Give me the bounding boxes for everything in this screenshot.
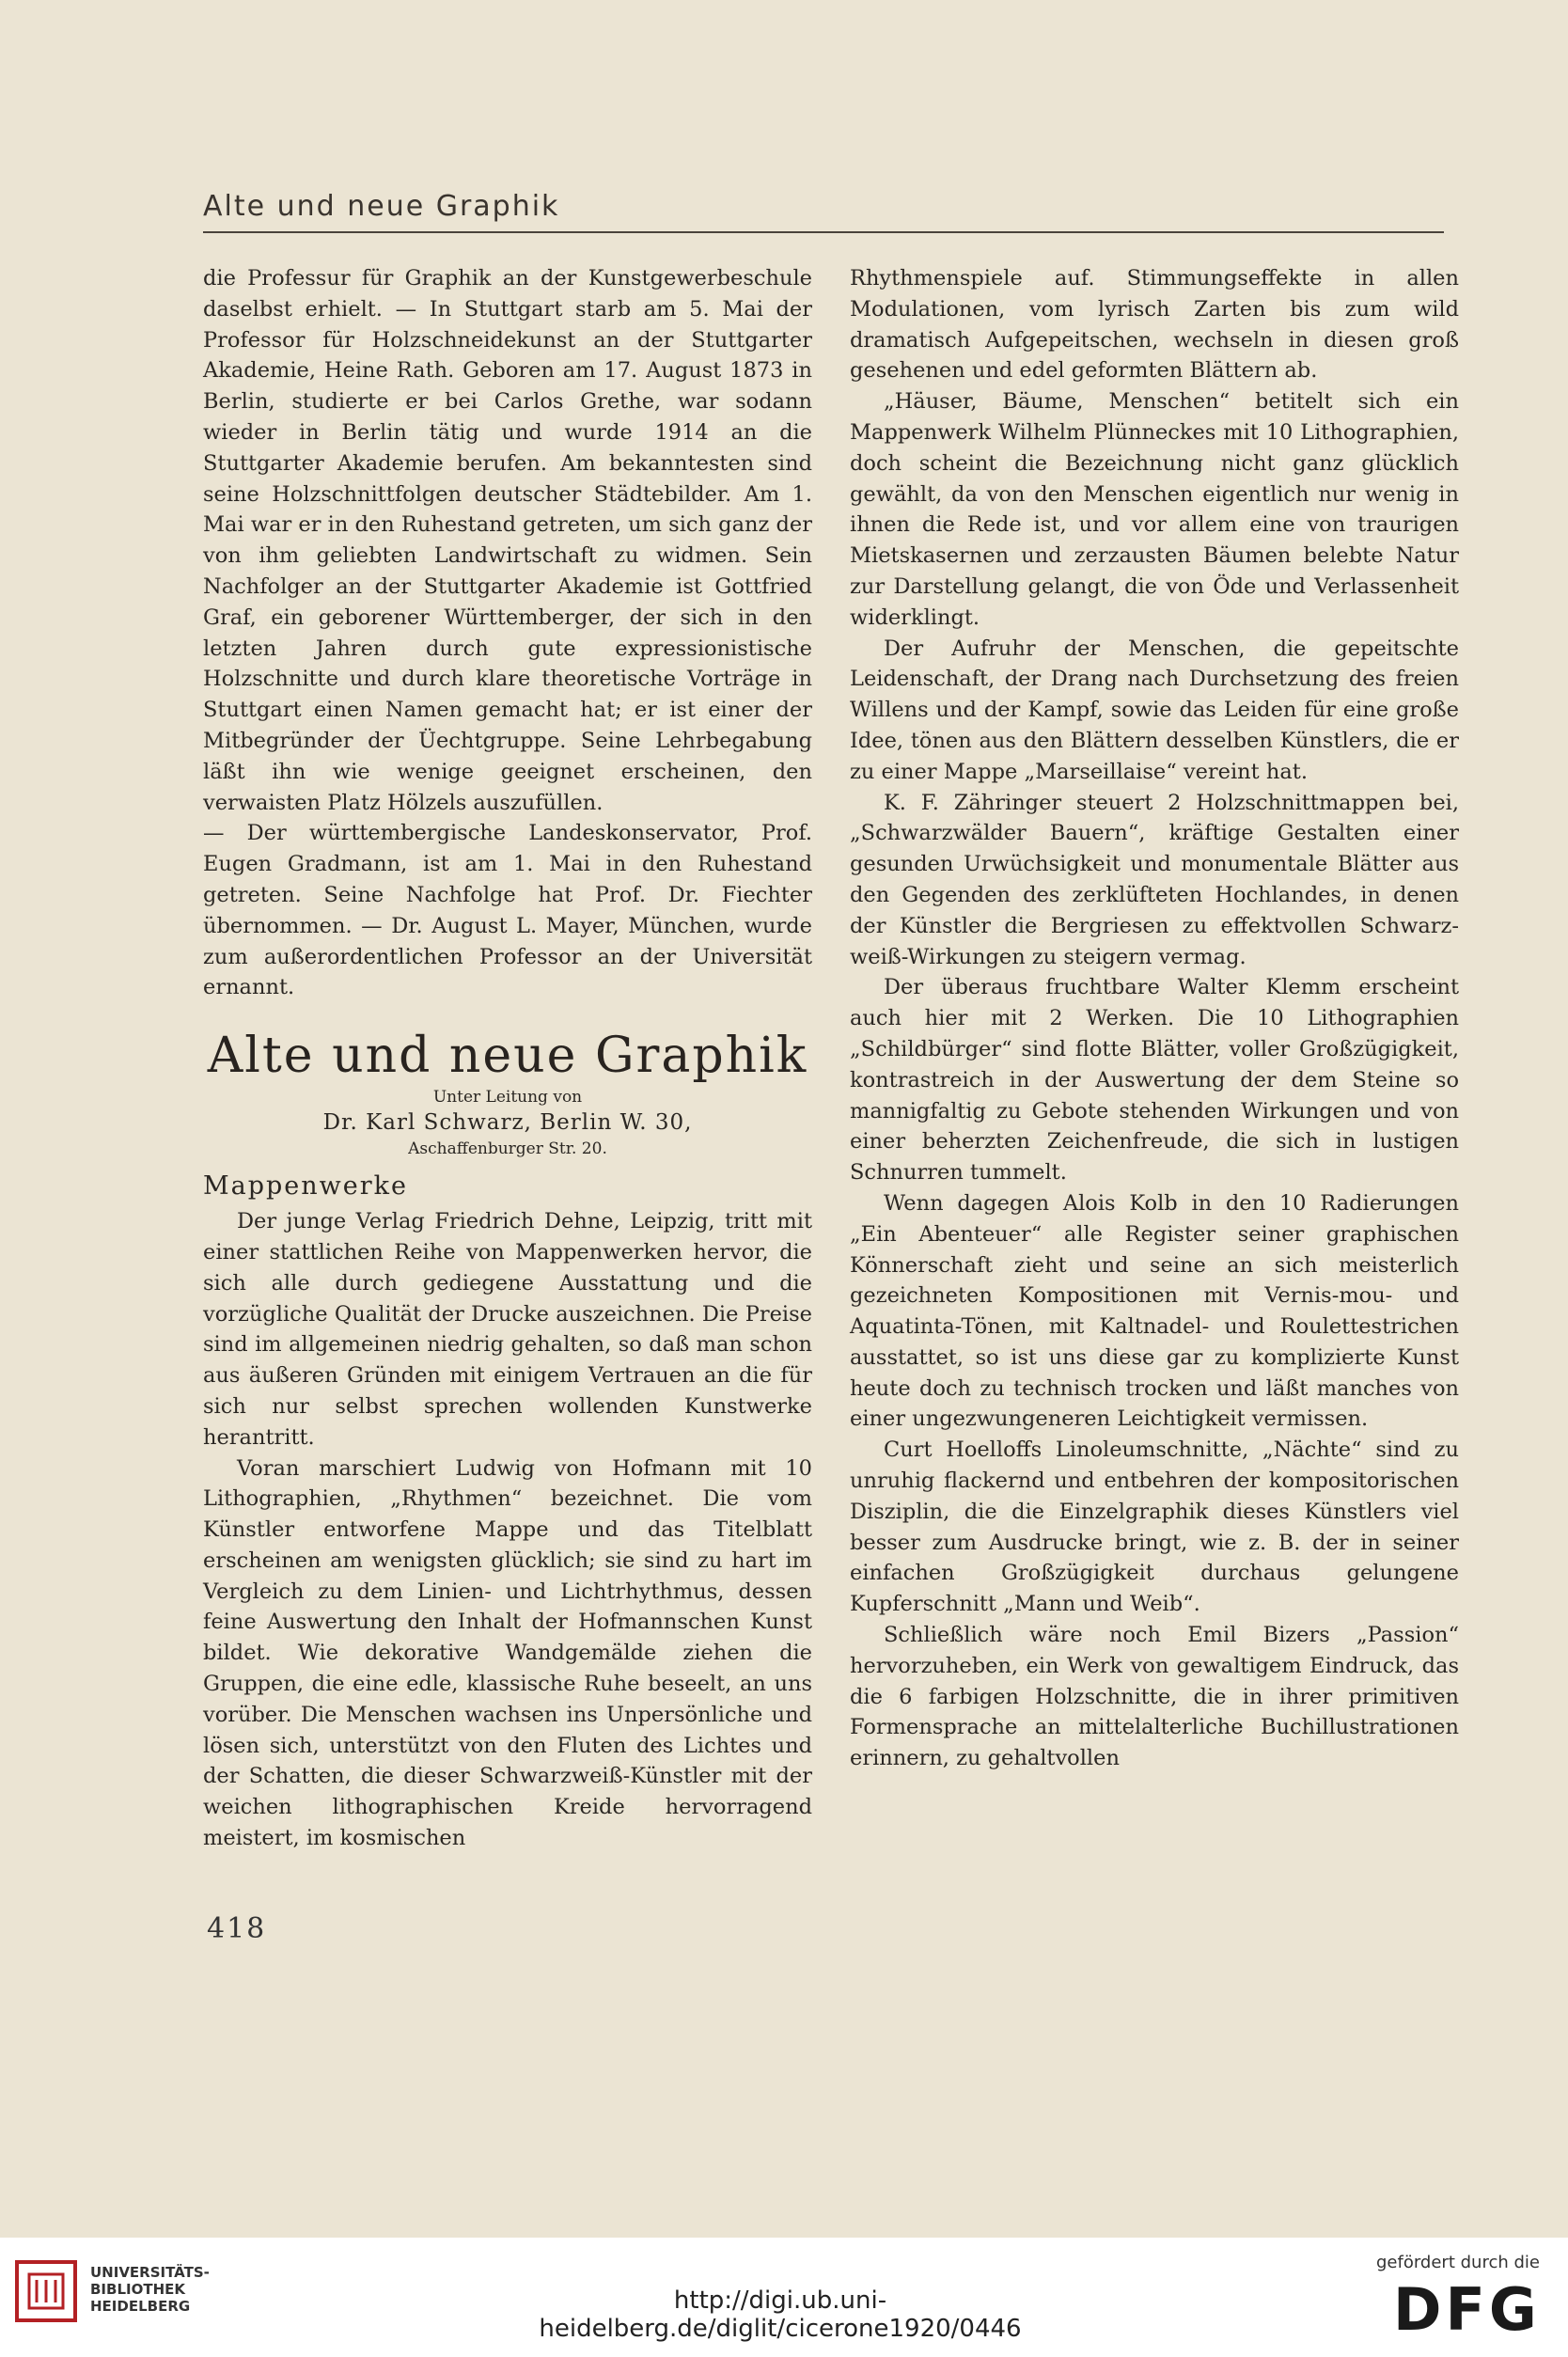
left-paragraph-1: die Professur für Graphik an der Kunstgewerbeschule daselbst erhielt. — In Stuttgart starb am 5. Mai der Professor für Holzschneidekunst an der Stuttgarter Akademie, Heine Rath. Geboren am 17. August 1873 in Berlin, studierte er bei Carlos Grethe, war sodann wieder in Berlin tätig und wurde 1914 an die Stuttgarter Akademie berufen. Am bekanntesten sind seine Holzschnittfolgen deutscher Städtebilder. Am 1. Mai war er in den Ruhestand getreten, um sich ganz der von ihm geliebten Landwirtschaft zu widmen. Sein Nachfolger an der Stuttgarter Akademie ist Gottfried Graf, ein geborener Württemberger, der sich in den letzten Jahren durch gute expressionistische Holzschnitte und durch klare theoretische Vorträge in Stuttgart einen Namen gemacht hat; er ist einer der Mitbegründer der Üechtgruppe. Seine Lehrbegabung läßt ihn wie wenige geeignet erscheinen, den verwaisten Platz Hölzels auszufüllen.	[203, 266, 812, 815]
section-editor: Dr. Karl Schwarz, Berlin W. 30,	[322, 1110, 693, 1136]
section-title: Alte und neue Graphik	[207, 1028, 808, 1085]
right-column	[850, 263, 1459, 1774]
header-rule	[203, 231, 1444, 233]
right-paragraph-7: Curt Hoelloffs Linoleumschnitte, „Nächte“ sind zu unruhig flackernd und entbehren der kompositorischen Disziplin, die die Einzelgraphik dieses Künstlers viel besser zum Ausdrucke bringt, wie z. B. der in seiner einfachen Großzügigkeit durchaus gelungene Kupferschnitt „Mann und Weib“.	[850, 1438, 1459, 1617]
left-column	[203, 263, 812, 1854]
right-paragraph-2: „Häuser, Bäume, Menschen“ betitelt sich ein Mappenwerk Wilhelm Plünneckes mit 10 Lithographien, doch scheint die Bezeichnung nicht ganz glücklich gewählt, da von den Menschen eigentlich nur wenig in ihnen die Rede ist, und vor allem eine von traurigen Mietskasernen und zerzausten Bäumen belebte Natur zur Darstellung gelangt, die von Öde und Verlassenheit widerklingt.	[850, 389, 1459, 630]
subheading: Mappenwerke	[203, 1171, 409, 1202]
right-paragraph-5: Der überaus fruchtbare Walter Klemm erscheint auch hier mit 2 Werken. Die 10 Lithographien „Schildbürger“ sind flotte Blätter, voller Großzügigkeit, kontrastreich in der Auswertung der dem Steine so mannigfaltig zu Gebote stehenden Wirkungen und von einer beherzten Zeichenfreude, die sich in lustigen Schnurren tummelt.	[850, 975, 1459, 1186]
left-paragraph-3: Der junge Verlag Friedrich Dehne, Leipzig, tritt mit einer stattlichen Reihe von Mappenwerken hervor, die sich alle durch gediegene Ausstattung und die vorzügliche Qualität der Drucke auszeichnen. Die Preise sind im allgemeinen niedrig gehalten, so daß man schon aus äußeren Gründen mit einigem Vertrauen an die für sich nur selbst sprechen wollenden Kunstwerke herantritt.	[203, 1209, 812, 1450]
left-paragraph-2: — Der württembergische Landeskonservator, Prof. Eugen Gradmann, ist am 1. Mai in den Ruhestand getreten. Seine Nachfolge hat Prof. Dr. Fiechter übernommen. — Dr. August L. Mayer, München, wurde zum außerordentlichen Professor an der Universität ernannt.	[203, 821, 812, 1000]
library-emblem-icon	[25, 2271, 67, 2312]
right-paragraph-3: Der Aufruhr der Menschen, die gepeitschte Leidenschaft, der Drang nach Durchsetzung des freien Willens und der Kampf, sowie das Leiden für eine große Idee, tönen aus den Blättern desselben Künstlers, die er zu einer Mappe „Marseillaise“ vereint hat.	[850, 636, 1459, 784]
right-paragraph-4: K. F. Zähringer steuert 2 Holzschnittmappen bei, „Schwarzwälder Bauern“, kräftige Gestalten einer gesunden Urwüchsigkeit und monumentale Blätter aus den Gegenden des zerklüfteten Hochlandes, in denen der Künstler die Bergriesen zu effektvollen Schwarz-weiß-Wirkungen zu steigern vermag.	[850, 790, 1459, 969]
section-address: Aschaffenburger Str. 20.	[408, 1139, 607, 1159]
right-paragraph-8: Schließlich wäre noch Emil Bizers „Passion“ hervorzuheben, ein Werk von gewaltigem Eindruck, das die 6 farbigen Holzschnitte, die in ihrer primitiven Formensprache an mittelalterliche Buchillustrationen erinnern, zu gehaltvollen	[850, 1623, 1459, 1771]
library-line-1: UNIVERSITÄTS-	[90, 2264, 210, 2281]
library-name	[90, 2264, 210, 2315]
running-title: Alte und neue Graphik	[203, 190, 560, 223]
left-paragraph-4: Voran marschiert Ludwig von Hofmann mit 10 Lithographien, „Rhythmen“ bezeichnet. Die vom Künstler entworfene Mappe und das Titelblatt erscheinen am wenigsten glücklich; sie sind zu hart im Vergleich zu dem Linien- und Lichtrhythmus, dessen feine Auswertung den Inhalt der Hofmannschen Kunst bildet. Wie dekorative Wandgemälde ziehen die Gruppen, die eine edle, klassische Ruhe beseelt, an uns vorüber. Die Menschen wachsen ins Unpersönliche und lösen sich, unterstützt von den Fluten des Lichtes und der Schatten, die dieser Schwarzweiß-Künstler mit der weichen lithographischen Kreide hervorragend meistert, im kosmischen	[203, 1455, 812, 1851]
footer	[0, 2238, 1568, 2357]
section-subtitle: Unter Leitung von	[432, 1088, 583, 1108]
dfg-logo: DFG	[1393, 2275, 1541, 2344]
source-url-link[interactable]: http://digi.ub.uni-heidelberg.de/diglit/cicerone1920/0446	[539, 2286, 1022, 2343]
funded-by-text: gefördert durch die	[1376, 2253, 1540, 2272]
page-number: 418	[207, 1912, 267, 1945]
library-line-2: BIBLIOTHEK	[90, 2281, 185, 2298]
right-paragraph-6: Wenn dagegen Alois Kolb in den 10 Radierungen „Ein Abenteuer“ alle Register seiner graphischen Könnerschaft zieht und seine an sich meisterlich gezeichneten Kompositionen mit Vernis-mou- und Aquatinta-Tönen, mit Kaltnadel- und Roulettestrichen ausstattet, so ist uns diese gar zu komplizierte Kunst heute doch zu technisch trocken und läßt manches von einer ungezwungeneren Leichtigkeit vermissen.	[850, 1190, 1459, 1432]
library-line-3: HEIDELBERG	[90, 2298, 191, 2315]
library-logo-icon	[15, 2260, 77, 2322]
right-paragraph-1: Rhythmenspiele auf. Stimmungseffekte in allen Modulationen, vom lyrisch Zarten bis zum wild dramatisch Aufgepeitschen, wechseln in diesen groß gesehenen und edel geformten Blättern ab.	[850, 266, 1459, 384]
